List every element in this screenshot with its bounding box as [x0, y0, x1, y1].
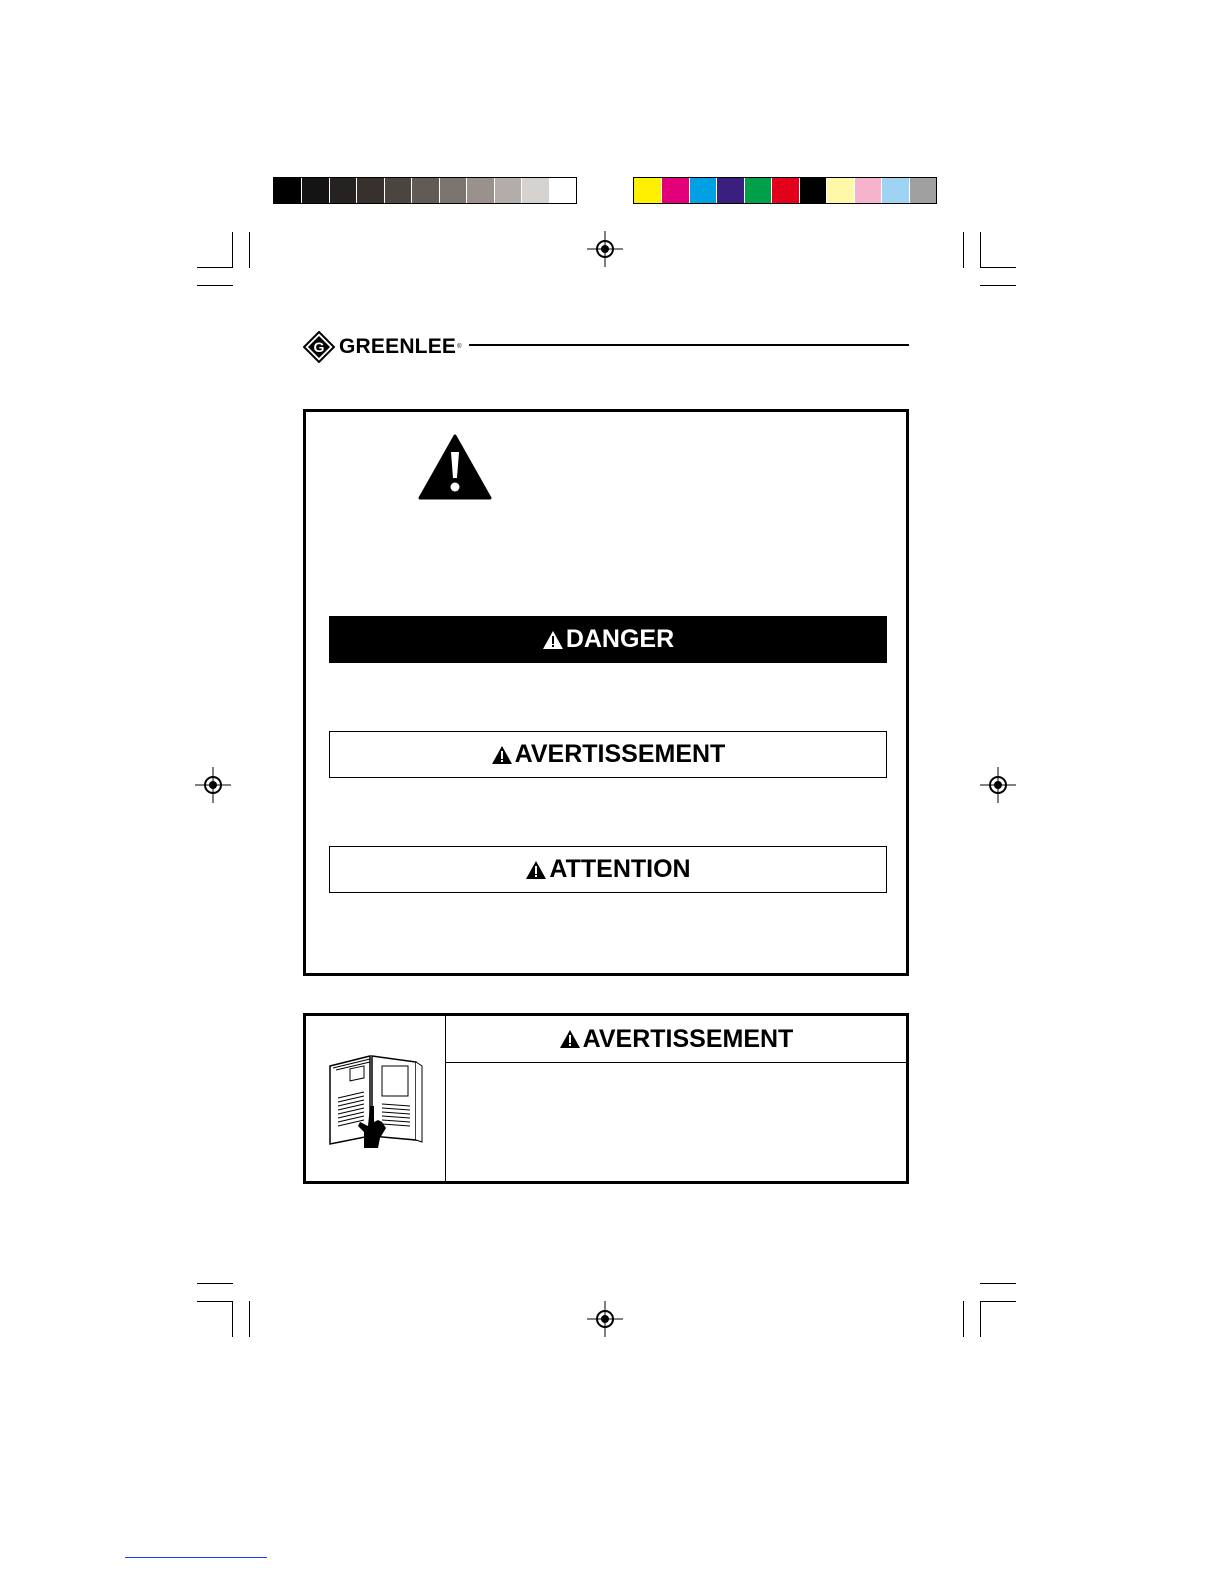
color-swatch: [384, 178, 411, 203]
caution-label: ATTENTION: [549, 855, 691, 883]
color-swatch: [549, 178, 576, 203]
color-swatch: [411, 178, 438, 203]
color-swatch: [744, 178, 771, 203]
color-swatch: [799, 178, 826, 203]
crop-mark: [249, 1301, 250, 1337]
manual-warning-heading: [446, 1016, 906, 1063]
color-swatch: [771, 178, 798, 203]
danger-label: DANGER: [565, 625, 675, 653]
crop-mark: [980, 1301, 981, 1337]
registered-mark: ®: [457, 344, 462, 350]
danger-signal-bar: [329, 616, 887, 663]
color-swatch: [521, 178, 548, 203]
crop-mark: [232, 1301, 233, 1337]
header-rule: [469, 344, 909, 346]
crop-mark: [249, 232, 250, 268]
registration-mark-icon: [587, 1301, 623, 1337]
safety-alert-box: [303, 409, 909, 976]
crop-mark: [980, 267, 1016, 268]
color-swatch: [854, 178, 881, 203]
color-swatch: [329, 178, 356, 203]
warning-signal-bar: [329, 731, 887, 778]
crop-mark: [197, 1301, 233, 1302]
registration-mark-icon: [195, 767, 231, 803]
crop-mark: [232, 232, 233, 268]
manual-warning-label: AVERTISSEMENT: [582, 1024, 794, 1053]
alert-triangle-icon: [418, 434, 492, 500]
underline-rule: [125, 1557, 267, 1558]
color-swatch: [689, 178, 716, 203]
crop-mark: [963, 1301, 964, 1337]
warning-label: AVERTISSEMENT: [514, 740, 726, 768]
read-manual-icon: [326, 1048, 426, 1148]
warning-triangle-icon: [491, 745, 513, 765]
color-swatch: [466, 178, 493, 203]
color-swatch: [909, 178, 936, 203]
color-swatch: [826, 178, 853, 203]
registration-mark-icon: [587, 231, 623, 267]
svg-text:G: G: [313, 339, 325, 355]
warning-triangle-icon: [542, 630, 564, 650]
color-swatch: [356, 178, 383, 203]
color-swatch: [661, 178, 688, 203]
warning-triangle-icon: [525, 860, 547, 880]
crop-mark: [980, 1301, 1016, 1302]
crop-mark: [980, 1283, 1016, 1284]
color-swatch: [881, 178, 908, 203]
greenlee-logo: [303, 331, 462, 363]
grayscale-calibration-bar: [273, 177, 577, 204]
color-swatch: [716, 178, 743, 203]
color-swatch: [494, 178, 521, 203]
read-manual-warning-box: [303, 1013, 909, 1184]
brand-name: GREENLEE: [339, 335, 457, 358]
crop-mark: [197, 285, 233, 286]
manual-icon-cell: [306, 1016, 446, 1181]
crop-mark: [197, 267, 233, 268]
caution-signal-bar: [329, 846, 887, 893]
registration-mark-icon: [980, 767, 1016, 803]
color-calibration-bar: [633, 177, 937, 204]
color-swatch: [439, 178, 466, 203]
color-swatch: [634, 178, 661, 203]
color-swatch: [301, 178, 328, 203]
greenlee-diamond-icon: [303, 331, 335, 363]
crop-mark: [980, 232, 981, 268]
color-swatch: [274, 178, 301, 203]
crop-mark: [197, 1283, 233, 1284]
crop-mark: [963, 232, 964, 268]
warning-triangle-icon: [559, 1029, 581, 1049]
crop-mark: [980, 285, 1016, 286]
